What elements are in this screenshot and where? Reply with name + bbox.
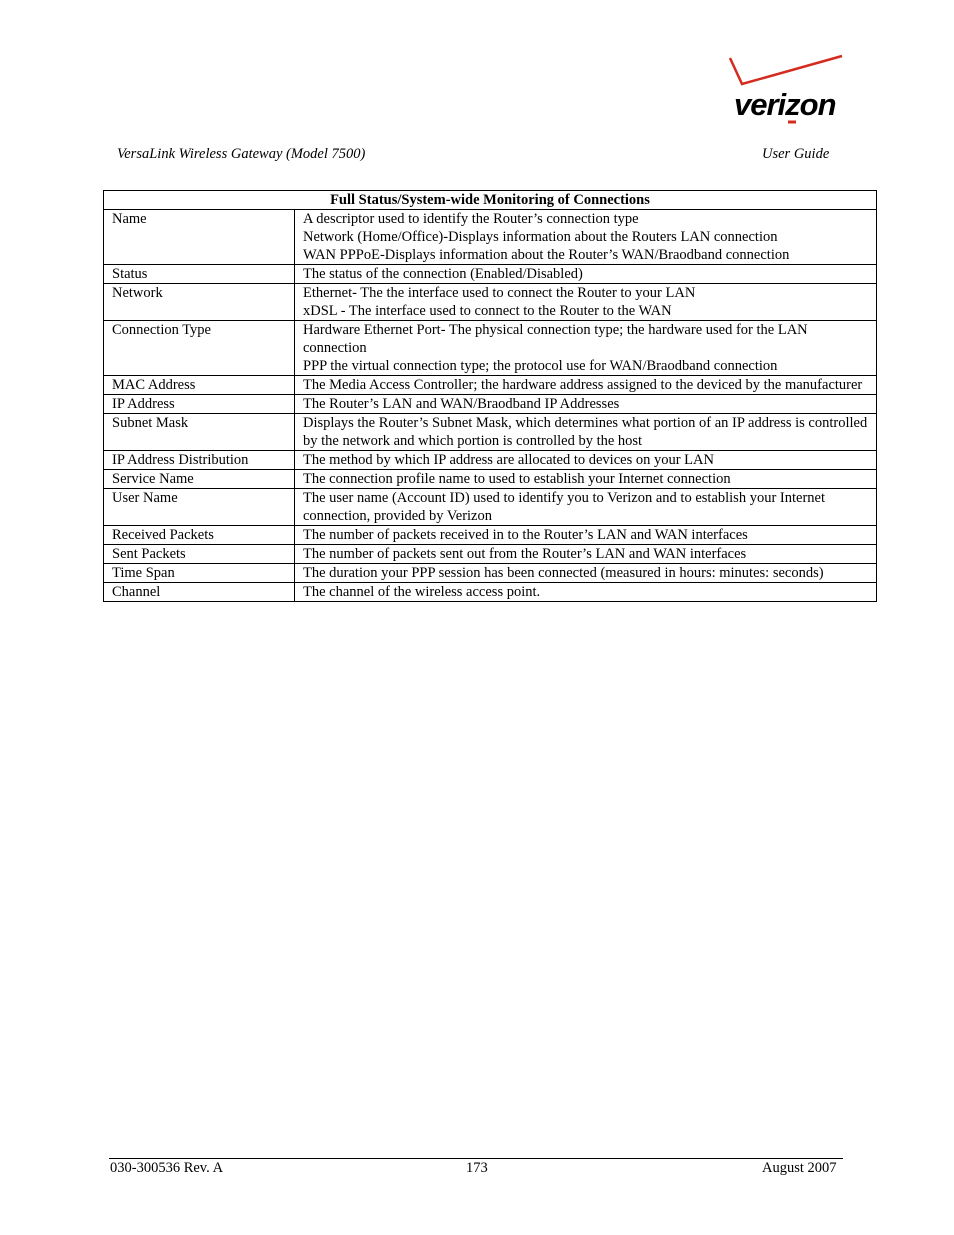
field-description — [295, 564, 877, 583]
description-line: The user name (Account ID) used to identify you to Verizon and to establish your Internet connection, provided by Verizon — [303, 490, 825, 524]
table-row — [104, 414, 877, 451]
table-row — [104, 321, 877, 376]
description-line: The number of packets received in to the Router’s LAN and WAN interfaces — [303, 527, 748, 543]
description-line: The status of the connection (Enabled/Disabled) — [303, 266, 583, 282]
description-line: Hardware Ethernet Port- The physical connection type; the hardware used for the LAN connection — [303, 322, 808, 356]
table-row — [104, 545, 877, 564]
field-name: Subnet Mask — [104, 414, 295, 451]
status-table — [103, 190, 877, 602]
field-description — [295, 489, 877, 526]
field-description — [295, 321, 877, 376]
description-line: The connection profile name to used to establish your Internet connection — [303, 471, 731, 487]
description-line: The duration your PPP session has been connected (measured in hours: minutes: seconds) — [303, 565, 824, 581]
document-title: VersaLink Wireless Gateway (Model 7500) — [117, 146, 366, 162]
table-row — [104, 583, 877, 602]
field-name: Status — [104, 265, 295, 284]
description-line: Ethernet- The the interface used to connect the Router to your LAN — [303, 285, 696, 301]
field-name: IP Address — [104, 395, 295, 414]
description-line: The Router’s LAN and WAN/Braodband IP Addresses — [303, 396, 620, 412]
field-name: Received Packets — [104, 526, 295, 545]
verizon-logo — [722, 52, 846, 124]
description-line: xDSL - The interface used to connect to the Router to the WAN — [303, 303, 672, 319]
field-name: Channel — [104, 583, 295, 602]
field-description — [295, 395, 877, 414]
field-name: MAC Address — [104, 376, 295, 395]
footer-date: August 2007 — [762, 1160, 837, 1176]
footer-doc-number: 030-300536 Rev. A — [110, 1160, 224, 1176]
field-description — [295, 545, 877, 564]
description-line: The channel of the wireless access point. — [303, 584, 541, 600]
field-name: Service Name — [104, 470, 295, 489]
field-name: IP Address Distribution — [104, 451, 295, 470]
table-row — [104, 451, 877, 470]
field-name: Connection Type — [104, 321, 295, 376]
description-line: WAN PPPoE-Displays information about the Router’s WAN/Braodband connection — [303, 247, 790, 263]
table-row — [104, 526, 877, 545]
description-line: A descriptor used to identify the Router’s connection type — [303, 211, 639, 227]
document-type: User Guide — [762, 146, 830, 162]
description-line: The method by which IP address are allocated to devices on your LAN — [303, 452, 714, 468]
field-name: Network — [104, 284, 295, 321]
field-description — [295, 210, 877, 265]
description-line: PPP the virtual connection type; the protocol use for WAN/Braodband connection — [303, 358, 778, 374]
table-title: Full Status/System-wide Monitoring of Connections — [104, 191, 877, 210]
field-name: Sent Packets — [104, 545, 295, 564]
description-line: The number of packets sent out from the Router’s LAN and WAN interfaces — [303, 546, 747, 562]
field-description — [295, 470, 877, 489]
table-row — [104, 376, 877, 395]
description-line: Network (Home/Office)-Displays information about the Routers LAN connection — [303, 229, 778, 245]
field-name: User Name — [104, 489, 295, 526]
field-name: Time Span — [104, 564, 295, 583]
field-description — [295, 526, 877, 545]
table-title-row — [104, 191, 877, 210]
field-description — [295, 376, 877, 395]
table-row — [104, 284, 877, 321]
table-row — [104, 564, 877, 583]
description-line: Displays the Router’s Subnet Mask, which determines what portion of an IP address is controlled by the network and which portion is controlled by the host — [303, 415, 868, 449]
table-row — [104, 470, 877, 489]
table-row — [104, 395, 877, 414]
field-description — [295, 583, 877, 602]
description-line: The Media Access Controller; the hardware address assigned to the deviced by the manufacturer — [303, 377, 863, 393]
field-name: Name — [104, 210, 295, 265]
footer-page-number: 173 — [466, 1160, 488, 1176]
field-description — [295, 284, 877, 321]
footer-rule — [109, 1158, 843, 1159]
logo-wordmark: verizon — [734, 87, 836, 122]
field-description — [295, 414, 877, 451]
field-description — [295, 265, 877, 284]
table-row — [104, 265, 877, 284]
field-description — [295, 451, 877, 470]
table-row — [104, 489, 877, 526]
table-row — [104, 210, 877, 265]
